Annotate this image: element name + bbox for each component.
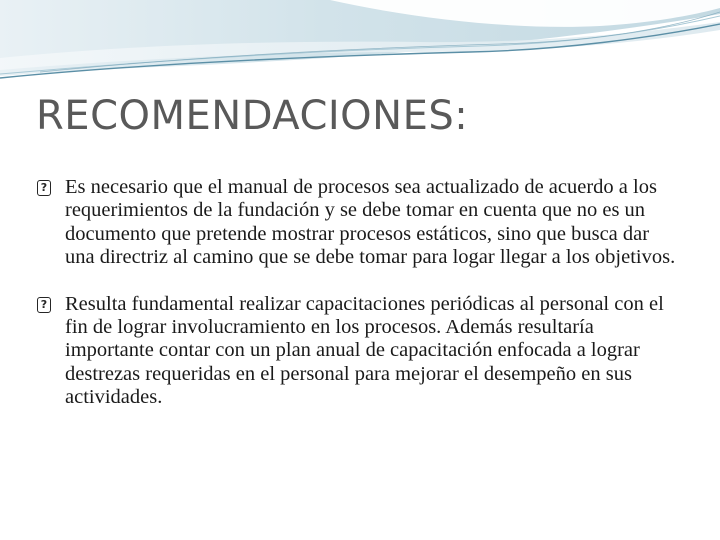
page-title: RECOMENDACIONES: xyxy=(36,93,469,139)
bullet-text: Resulta fundamental realizar capacitaciones periódicas al personal con el fin de lograr involucramiento en los procesos. Además resultaría importante contar con un plan anual de capacitación enfocada a lograr destrezas requeridas en el personal para mejorar el desempeño en sus actividades. xyxy=(65,292,664,409)
bullet-text: Es necesario que el manual de procesos sea actualizado de acuerdo a los requerimientos de la fundación y se debe tomar en cuenta que no es un documento que pretende mostrar procesos estáticos, sino que busca dar una directriz al camino que se debe tomar para logar llegar a los objetivos. xyxy=(65,176,676,269)
bullet-list xyxy=(36,176,676,410)
wave-swoosh-icon xyxy=(0,0,720,90)
missing-glyph-box-icon xyxy=(37,180,51,196)
list-item xyxy=(36,176,676,270)
list-item xyxy=(36,293,676,410)
missing-glyph-box-icon xyxy=(37,297,51,313)
